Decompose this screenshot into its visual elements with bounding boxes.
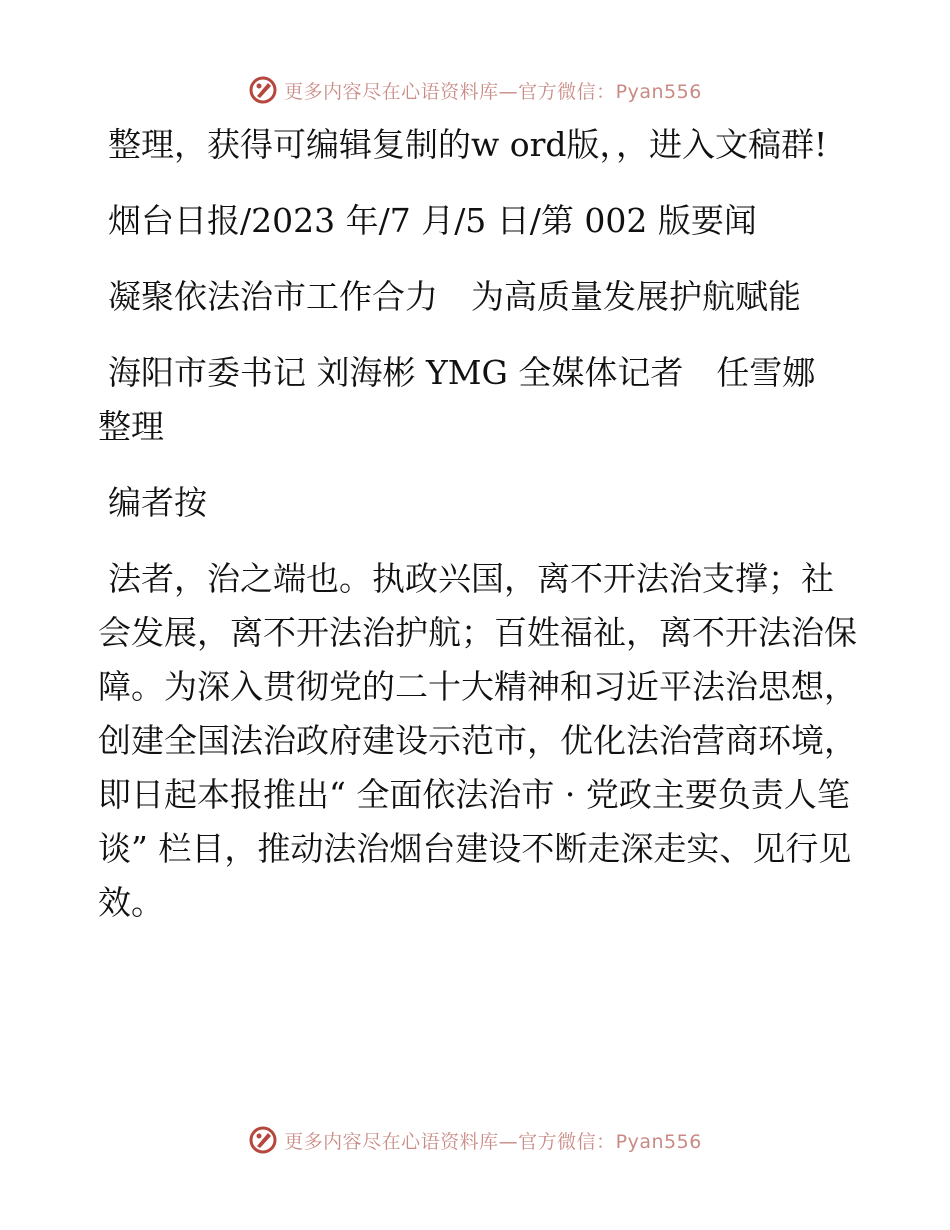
document-body (98, 118, 858, 952)
editor-note-body: 法者，治之端也。执政兴国，离不开法治支撑；社会发展，离不开法治护航；百姓福祉，离不开法治保障。为深入贯彻党的二十大精神和习近平法治思想，创建全国法治政府建设示范市，优化法治营商环境，即日起本报推出“ 全面依法治市 · 党政主要负责人笔谈” 栏目，推动法治烟台建设不断走深走实、见行见效。 (98, 559, 857, 922)
editor-note-heading: 编者按 (108, 483, 207, 522)
watermark-text: 更多内容尽在心语资料库—官方微信：Pyan556 (284, 80, 702, 103)
brand-logo-icon (248, 1125, 278, 1155)
article-title: 凝聚依法治市工作合力 为高质量发展护航赋能 (108, 277, 801, 316)
brand-logo-icon (248, 75, 278, 105)
watermark-text: 更多内容尽在心语资料库—官方微信：Pyan556 (284, 1130, 702, 1153)
byline: 海阳市委书记 刘海彬 YMG 全媒体记者 任雪娜 整理 (98, 353, 816, 446)
intro-line: 整理，获得可编辑复制的w ord版，，进入文稿群! (108, 125, 828, 164)
source-line: 烟台日报/2023 年/7 月/5 日/第 002 版要闻 (108, 201, 757, 240)
header-watermark (0, 70, 950, 110)
footer-watermark (0, 1120, 950, 1160)
